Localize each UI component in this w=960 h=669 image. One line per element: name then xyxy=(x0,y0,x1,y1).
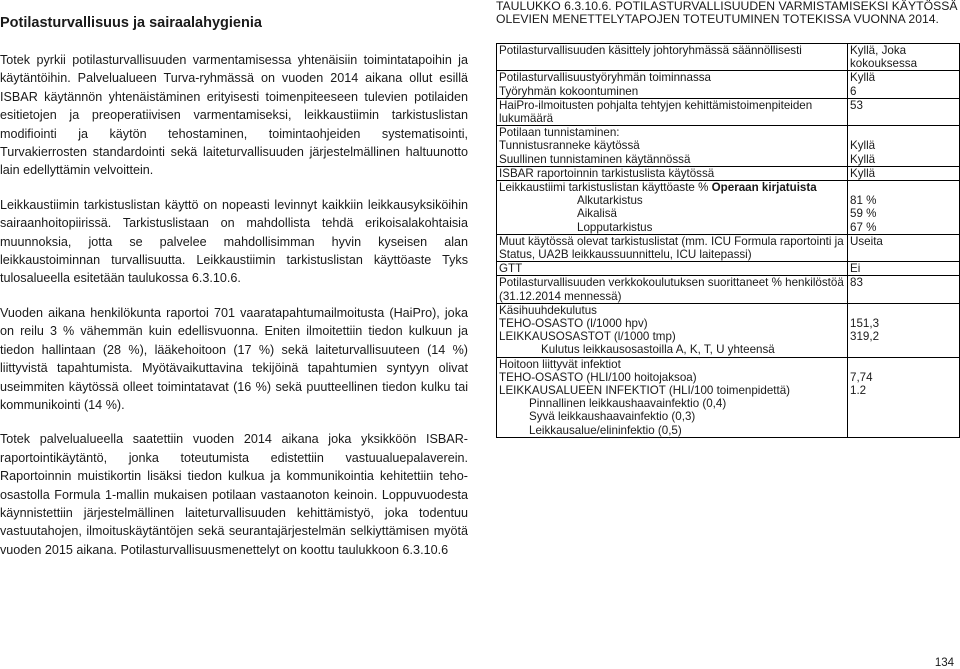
table-row xyxy=(497,181,960,235)
cell-text: Käsihuuhdekulutus xyxy=(499,303,597,317)
table-row xyxy=(497,276,960,303)
table-row xyxy=(497,234,960,261)
table-cell xyxy=(497,262,848,276)
cell-text: Potilaan tunnistaminen: xyxy=(499,126,620,140)
cell-value: Kyllä xyxy=(850,139,876,153)
table-cell xyxy=(497,181,848,235)
cell-text: TEHO-OSASTO (l/1000 hpv) xyxy=(499,317,648,331)
cell-text: Suullinen tunnistaminen käytännössä xyxy=(499,152,691,166)
paragraph-3: Vuoden aikana henkilökunta raportoi 701 vaaratapahtumailmoitusta (HaiPro), joka on reilu 3 % vähemmän kuin edellisvuonna. Eniten ilmoitettiin tiedon kulkuun ja tiedon hallintaan (28 %), lääkehoitoon (17 %) sekä laiteturvallisuuteen (14 %) liittyvistä tapahtumista. Myötävaikuttavina tekijöinä tapahtumien syntyyn olivat useimmiten käytössä olleet toimintatavat (16 %) sekä puutteellinen tiedon kulku tai kommunikointi (14 %). xyxy=(0,305,468,412)
cell-value: Kyllä xyxy=(850,152,876,166)
table-cell xyxy=(848,181,960,235)
table-row xyxy=(497,126,960,167)
cell-text: Lopputarkistus xyxy=(577,220,653,234)
cell-text: Aikalisä xyxy=(577,207,617,221)
table-cell xyxy=(497,126,848,167)
cell-value: Kyllä, Joka kokouksessa xyxy=(850,44,918,71)
table-row xyxy=(497,262,960,276)
table-cell xyxy=(848,234,960,261)
cell-value: 6 xyxy=(850,84,857,98)
cell-text: Leikkaustiimi tarkistuslistan käyttöaste % xyxy=(499,181,709,195)
paragraph-2: Leikkaustiimin tarkistuslistan käyttö on nopeasti levinnyt kaikkiin leikkausyksiköihin sairaanhoitopiirissä. Tarkistuslistaan on mahdollista tehdä erikoisalakohtaisia muunnoksia, jotta se palvelee mahdollisimman hyvin kyseisen alan leikkaustoiminnan turvallisuutta. Leikkaustiimin tarkistuslistan käyttöaste Tyks tulosalueella esitetään taulukossa 6.3.10.6. xyxy=(0,197,468,286)
cell-text: LEIKKAUSALUEEN INFEKTIOT (HLI/100 toimenpidettä) xyxy=(499,384,791,398)
table-cell xyxy=(848,71,960,98)
cell-value: Useita xyxy=(850,234,883,248)
cell-text: TEHO-OSASTO (HLI/100 hoitojaksoa) xyxy=(499,370,697,384)
paragraph-1: Totek pyrkii potilasturvallisuuden varmentamisessa yhtenäisiin toimintatapoihin ja käytäntöihin. Palvelualueen Turva-ryhmässä on vuoden 2014 aikana ollut esillä ISBAR käytännön yhtenäistäminen erityisesti toimenpiteeseen tulevien potilaiden esitietojen ja preoperatiivisen varmentamiseksi, leikkaustiimin tarkistuslistan modifiointi ja käytön tehostaminen, toimintaohjeiden systematisointi, Turvakierrosten standardointi sekä laiteturvallisuuden järjestelmällinen haltuunotto lain edellyttämin velvoittein. xyxy=(0,53,468,178)
cell-text: Leikkausalue/elininfektio (0,5) xyxy=(529,423,682,437)
cell-text-bold: Operaan kirjatuista xyxy=(711,181,817,195)
table-cell xyxy=(848,126,960,167)
cell-text: HaiPro-ilmoitusten pohjalta tehtyjen kehittämistoimenpiteiden lukumäärä xyxy=(499,98,813,126)
cell-text: Työryhmän kokoontuminen xyxy=(499,84,639,98)
table-cell xyxy=(848,166,960,180)
table-cell xyxy=(497,71,848,98)
cell-value: Kyllä xyxy=(850,166,876,180)
right-column xyxy=(496,0,960,438)
cell-text: Alkutarkistus xyxy=(577,194,643,208)
table-cell xyxy=(497,234,848,261)
cell-value: 67 % xyxy=(850,220,877,234)
table-row xyxy=(497,303,960,357)
table-cell xyxy=(497,166,848,180)
table-cell xyxy=(848,357,960,437)
table-cell xyxy=(848,303,960,357)
section-heading: Potilasturvallisuus ja sairaalahygienia xyxy=(0,15,262,31)
table-cell xyxy=(497,303,848,357)
table-cell xyxy=(848,262,960,276)
cell-text: Potilasturvallisuuden käsittely johtoryhmässä säännöllisesti xyxy=(499,44,802,57)
cell-value: 7,74 xyxy=(850,370,873,384)
left-column xyxy=(0,14,468,575)
table-cell xyxy=(848,276,960,303)
cell-text: Kulutus leikkausosastoilla A, K, T, U yhteensä xyxy=(541,343,775,357)
cell-value: Ei xyxy=(850,262,861,276)
table-cell xyxy=(848,98,960,125)
table-row xyxy=(497,357,960,437)
table-row xyxy=(497,166,960,180)
cell-text: Hoitoon liittyvät infektiot xyxy=(499,357,621,371)
table-row xyxy=(497,98,960,125)
cell-value: 81 % xyxy=(850,194,877,208)
table-cell xyxy=(497,276,848,303)
cell-text: ISBAR raportoinnin tarkistuslista käytössä xyxy=(499,166,715,180)
cell-value: 319,2 xyxy=(850,330,880,344)
cell-value: 151,3 xyxy=(850,317,880,331)
cell-text: Syvä leikkaushaavainfektio (0,3) xyxy=(529,410,696,424)
cell-text: Potilasturvallisuustyöryhmän toiminnassa xyxy=(499,71,711,85)
cell-value: 53 xyxy=(850,98,863,112)
table-cell xyxy=(497,357,848,437)
table-row xyxy=(497,71,960,98)
cell-text: Potilasturvallisuuden verkkokoulutuksen suorittaneet % henkilöstöä (31.12.2014 mennessä) xyxy=(499,276,844,303)
table-caption: TAULUKKO 6.3.10.6. POTILASTURVALLISUUDEN VARMISTAMISEKSI KÄYTÖSSÄ OLEVIEN MENETTELYTAPOJEN TOTEUTUMINEN TOTEKISSA VUONNA 2014. xyxy=(496,0,958,26)
table-row xyxy=(497,44,960,71)
cell-text: Muut käytössä olevat tarkistuslistat (mm. ICU Formula raportointi ja Status, UA2B leikkaussuunnittelu, ICU laitepassi) xyxy=(499,234,844,262)
cell-value: 59 % xyxy=(850,207,877,221)
table-cell xyxy=(497,44,848,71)
table-cell xyxy=(848,44,960,71)
cell-value: 83 xyxy=(850,276,863,290)
cell-value: 1.2 xyxy=(850,384,867,398)
table-cell xyxy=(497,98,848,125)
paragraph-4: Totek palvelualueella saatettiin vuoden 2014 aikana joka yksikköön ISBAR-raportointikäytäntö, jonka toteutumista edistettiin vastuualuepalaverein. Raportoinnin muistikortin lisäksi tiedon kulkua ja kommunikointia kehitettiin teho-osastolla Formula 1-mallin mukaisen potilaan vastaanoton keinoin. Loppuvuodesta käynnistettiin järjestelmällinen laiteturvallisuuden kehittämistyö, joka todentuu vastuutahojen, ilmoituskäytäntöjen sekä seurantajärjestelmän selkiyttämisen myötä vuoden 2015 aikana. Potilasturvallisuusmenettelyt on koottu taulukkoon 6.3.10.6 xyxy=(0,432,468,557)
cell-text: Tunnistusranneke käytössä xyxy=(499,139,640,153)
page-number: 134 xyxy=(934,657,954,669)
cell-text: Pinnallinen leikkaushaavainfektio (0,4) xyxy=(529,397,727,411)
procedures-table xyxy=(496,43,960,438)
cell-value: Kyllä xyxy=(850,71,876,85)
cell-text: LEIKKAUSOSASTOT (l/1000 tmp) xyxy=(499,330,676,344)
cell-text: GTT xyxy=(499,262,523,276)
